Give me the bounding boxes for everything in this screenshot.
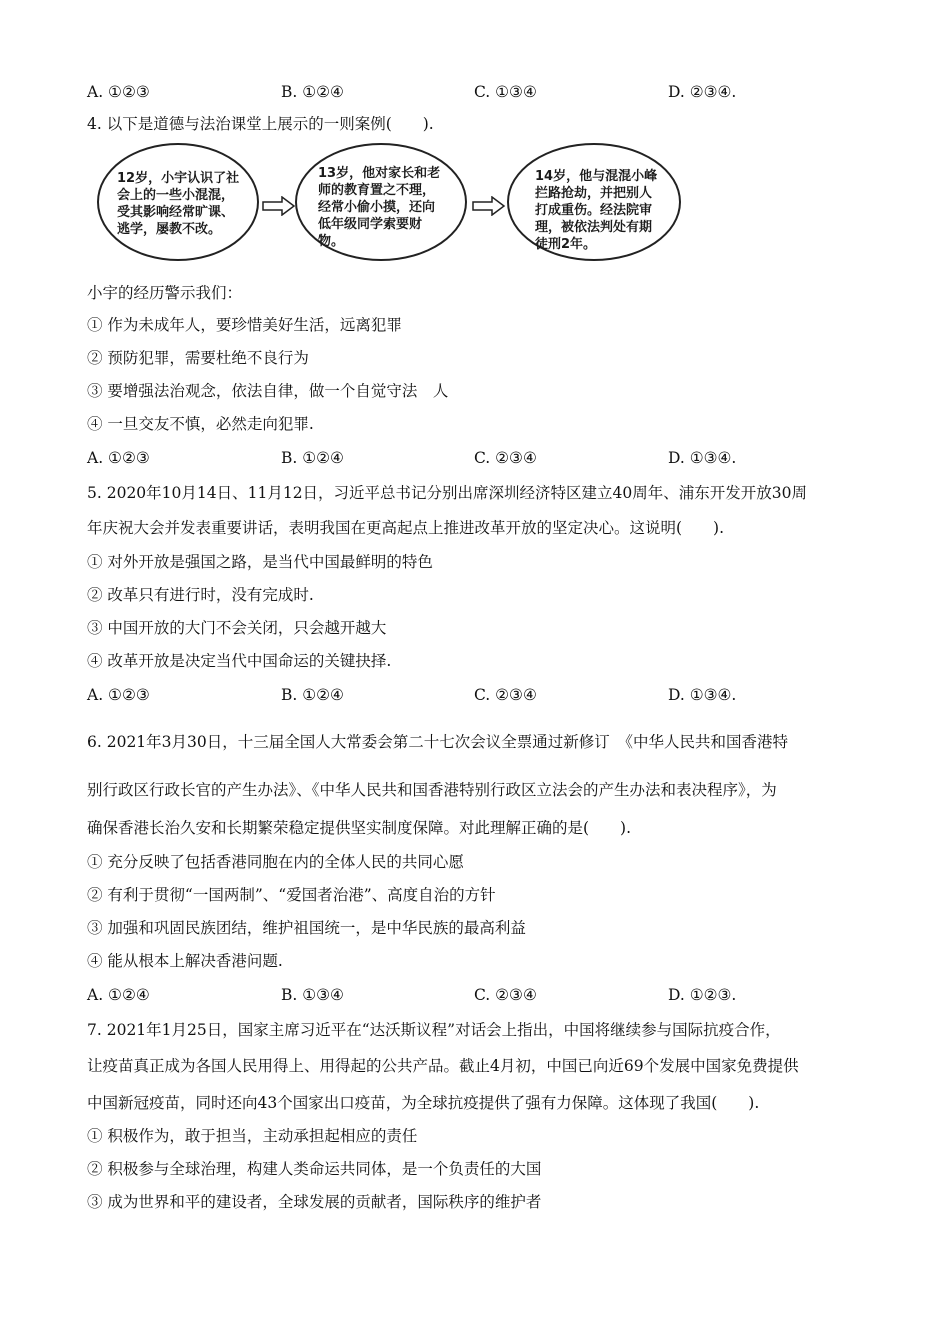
q6-item-2: ② 有利于贯彻“一国两制”、“爱国者治港”、高度自治的方针 bbox=[87, 886, 496, 904]
q4-option-a: A. ①②③ bbox=[87, 449, 150, 467]
q6-item-4: ④ 能从根本上解决香港问题. bbox=[87, 952, 283, 970]
q5-option-a: A. ①②③ bbox=[87, 686, 150, 704]
q3-option-c: C. ①③④ bbox=[474, 83, 537, 101]
q6-stem-line-1: 6. 2021年3月30日，十三届全国人大常委会第二十七次会议全票通过新修订 《中华人民共和国香港特 bbox=[87, 733, 788, 751]
q6-stem-line-3: 确保香港长治久安和长期繁荣稳定提供坚实制度保障。对此理解正确的是( ). bbox=[87, 819, 632, 837]
q7-stem-line-3: 中国新冠疫苗，同时还向43个国家出口疫苗，为全球抗疫提供了强有力保障。这体现了我国( ). bbox=[87, 1094, 760, 1112]
q5-item-2: ② 改革只有进行时，没有完成时. bbox=[87, 586, 314, 604]
arrow-right-icon bbox=[262, 196, 296, 216]
q5-stem-line-2: 年庆祝大会并发表重要讲话，表明我国在更高起点上推进改革开放的坚定决心。这说明( ). bbox=[87, 519, 725, 537]
q4-item-3: ③ 要增强法治观念，依法自律，做一个自觉守法 人 bbox=[87, 382, 449, 400]
q6-option-a: A. ①②④ bbox=[87, 986, 150, 1004]
q4-item-4: ④ 一旦交友不慎，必然走向犯罪. bbox=[87, 415, 314, 433]
flow-node-3-text: 14岁，他与混混小峰 拦路抢劫，并把别人 打成重伤。经法院审 理，被依法判处有期 徒刑2年。 bbox=[535, 169, 658, 252]
q5-item-4: ④ 改革开放是决定当代中国命运的关键抉择. bbox=[87, 652, 392, 670]
q5-stem-line-1: 5. 2020年10月14日、11月12日，习近平总书记分别出席深圳经济特区建立40周年、浦东开发开放30周 bbox=[87, 484, 808, 502]
q5-item-3: ③ 中国开放的大门不会关闭，只会越开越大 bbox=[87, 619, 387, 637]
flow-node-2-text: 13岁，他对家长和老 师的教育置之不理， 经常小偷小摸，还向 低年级同学索要财 物。 bbox=[318, 166, 441, 249]
q6-stem-line-2: 别行政区行政长官的产生办法》、《中华人民共和国香港特别行政区立法会的产生办法和表决程序》，为 bbox=[87, 781, 777, 799]
flow-node-1-text: 12岁，小宇认识了社 会上的一些小混混， 受其影响经常旷课、 逃学，屡教不改。 bbox=[117, 171, 240, 237]
q4-stem: 4. 以下是道德与法治课堂上展示的一则案例( ). bbox=[87, 115, 434, 133]
q6-option-b: B. ①③④ bbox=[281, 986, 344, 1004]
q5-option-d: D. ①③④. bbox=[668, 686, 737, 704]
q3-option-d: D. ②③④. bbox=[668, 83, 737, 101]
q3-option-b: B. ①②④ bbox=[281, 83, 344, 101]
q6-item-3: ③ 加强和巩固民族团结，维护祖国统一，是中华民族的最高利益 bbox=[87, 919, 526, 937]
q4-intro: 小宇的经历警示我们： bbox=[87, 284, 243, 302]
arrow-right-icon bbox=[472, 196, 506, 216]
q5-option-b: B. ①②④ bbox=[281, 686, 344, 704]
q5-option-c: C. ②③④ bbox=[474, 686, 537, 704]
q4-option-b: B. ①②④ bbox=[281, 449, 344, 467]
q6-option-d: D. ①②③. bbox=[668, 986, 737, 1004]
q4-item-1: ① 作为未成年人，要珍惜美好生活，远离犯罪 bbox=[87, 316, 402, 334]
q4-option-c: C. ②③④ bbox=[474, 449, 537, 467]
q3-option-a: A. ①②③ bbox=[87, 83, 150, 101]
q7-item-2: ② 积极参与全球治理，构建人类命运共同体，是一个负责任的大国 bbox=[87, 1160, 542, 1178]
q4-option-d: D. ①③④. bbox=[668, 449, 737, 467]
q5-item-1: ① 对外开放是强国之路，是当代中国最鲜明的特色 bbox=[87, 553, 433, 571]
q7-stem-line-2: 让疫苗真正成为各国人民用得上、用得起的公共产品。截止4月初，中国已向近69个发展中国家免费提供 bbox=[87, 1057, 799, 1075]
q6-option-c: C. ②③④ bbox=[474, 986, 537, 1004]
q7-item-1: ① 积极作为，敢于担当，主动承担起相应的责任 bbox=[87, 1127, 418, 1145]
q7-stem-line-1: 7. 2021年1月25日，国家主席习近平在“达沃斯议程”对话会上指出，中国将继续参与国际抗疫合作， bbox=[87, 1021, 781, 1039]
q7-item-3: ③ 成为世界和平的建设者，全球发展的贡献者，国际秩序的维护者 bbox=[87, 1193, 542, 1211]
q6-item-1: ① 充分反映了包括香港同胞在内的全体人民的共同心愿 bbox=[87, 853, 464, 871]
q4-item-2: ② 预防犯罪，需要杜绝不良行为 bbox=[87, 349, 309, 367]
